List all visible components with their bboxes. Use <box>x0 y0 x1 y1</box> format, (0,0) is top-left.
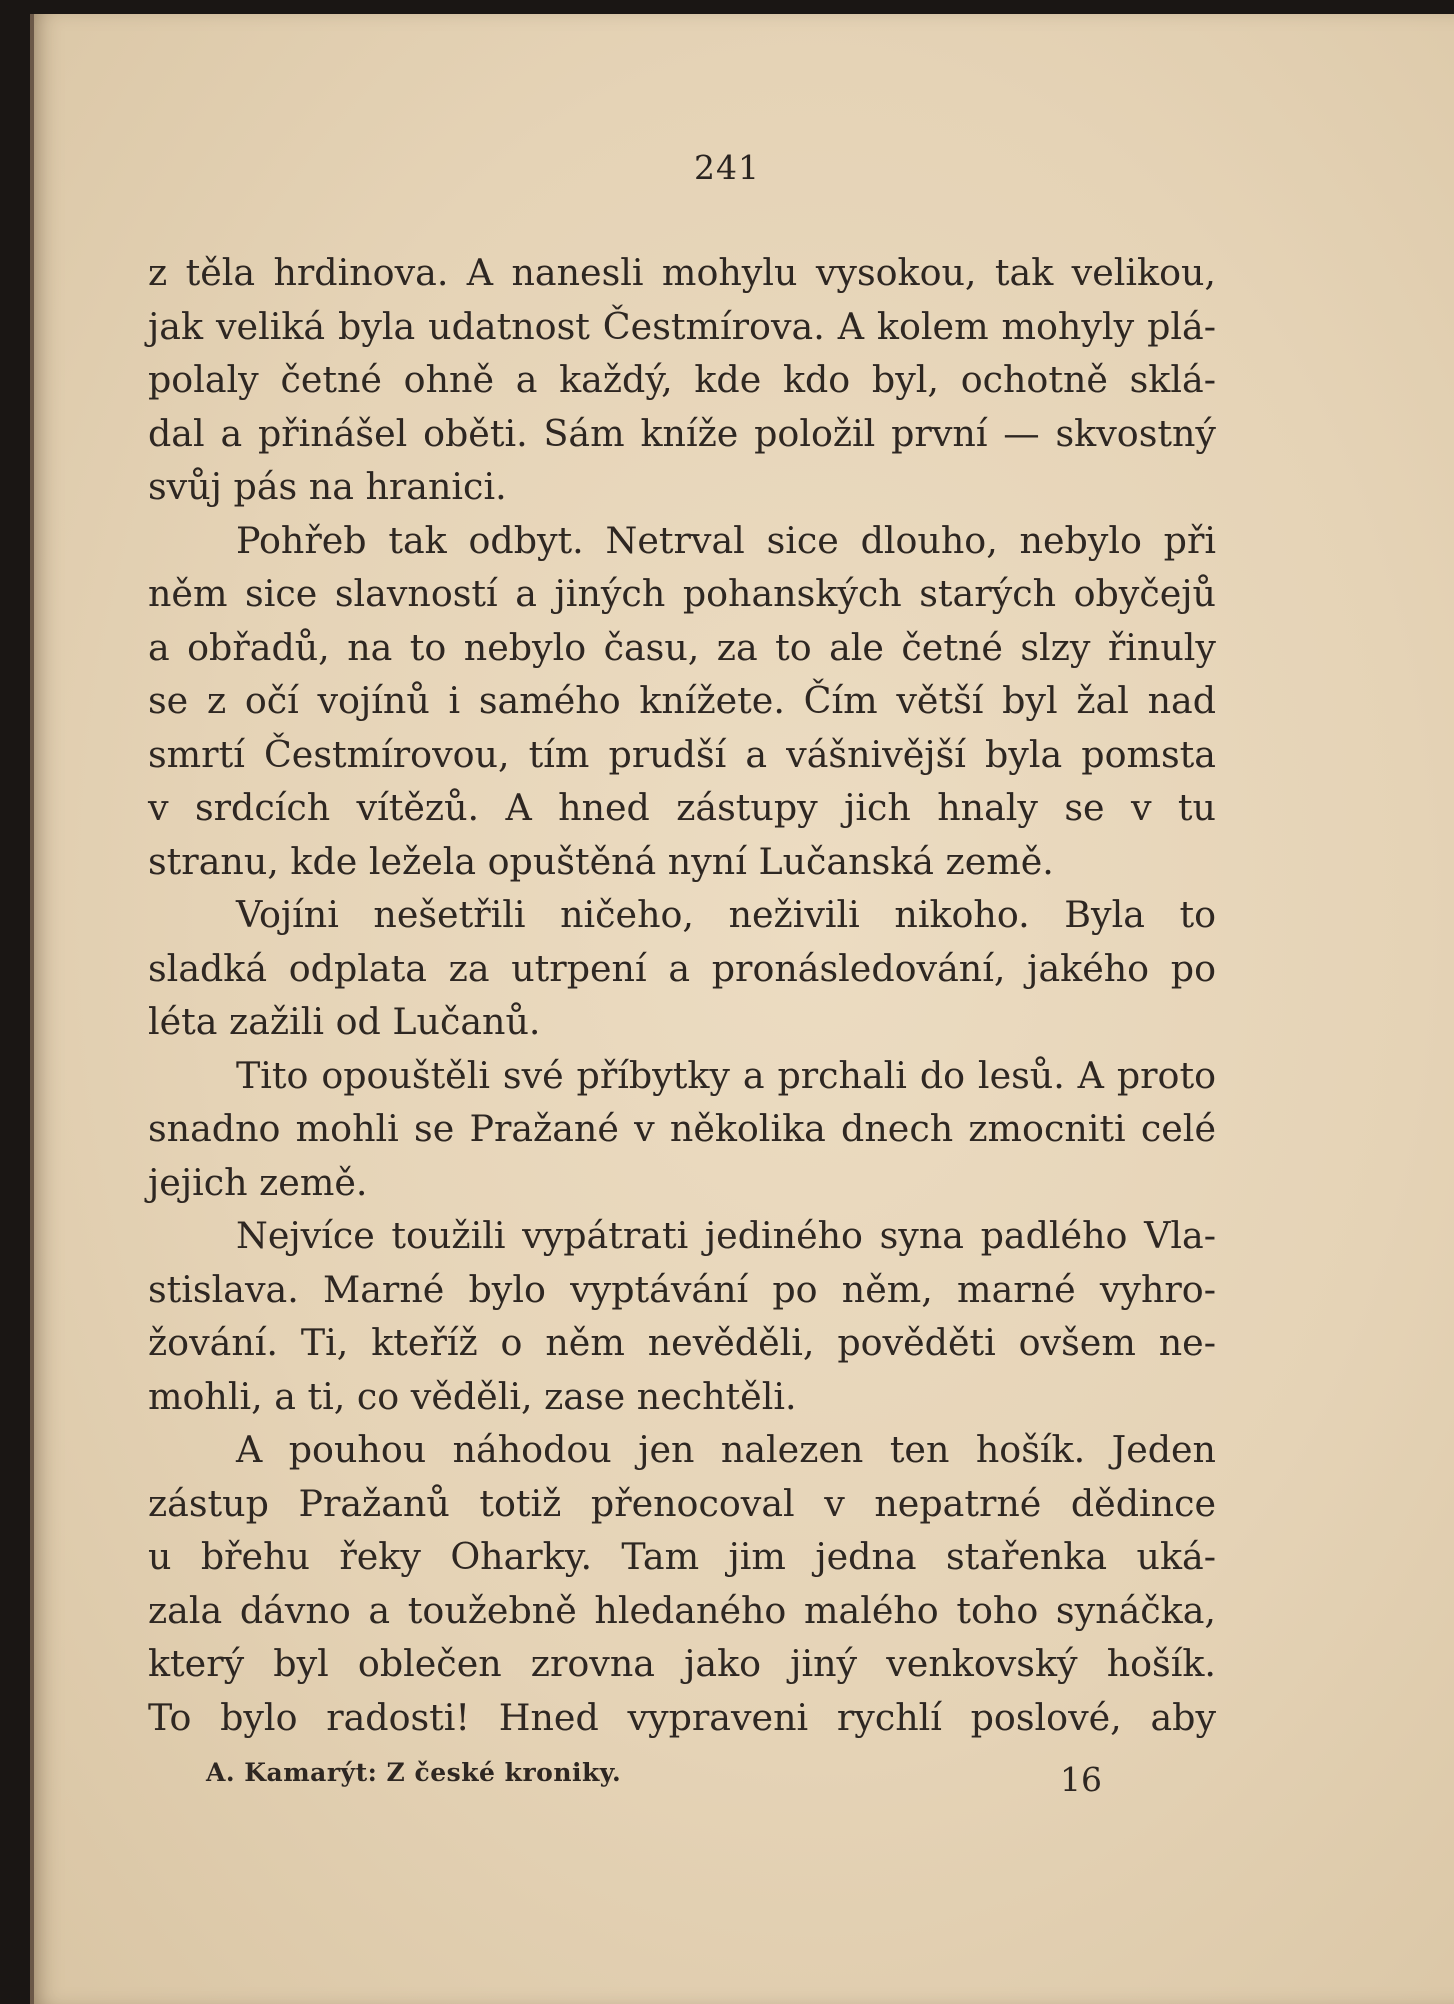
text-line: u břehu řeky Oharky. Tam jim jedna stařenka uká- <box>148 1535 1216 1578</box>
footer-signature: A. Kamarýt: Z české kroniky. <box>206 1758 622 1787</box>
text-line: svůj pás na hranici. <box>148 465 507 508</box>
text-line: něm sice slavností a jiných pohanských starých obyčejů <box>148 572 1216 615</box>
text-line: mohli, a ti, co věděli, zase nechtěli. <box>148 1374 797 1418</box>
paragraph-first-line: Tito opouštěli své příbytky a prchali do lesů. A proto <box>236 1053 1216 1097</box>
text-line: zástup Pražanů totiž přenocoval v nepatrné dědince <box>148 1481 1216 1525</box>
paragraph-first-line: A pouhou náhodou jen nalezen ten hošík. Jeden <box>236 1428 1216 1471</box>
text-line: stranu, kde ležela opuštěná nyní Lučanská země. <box>148 839 1054 883</box>
text-line: smrtí Čestmírovou, tím prudší a vášnivější byla pomsta <box>148 732 1216 776</box>
text-line: jak veliká byla udatnost Čestmírova. A kolem mohyly plá- <box>148 304 1216 348</box>
text-line: To bylo radosti! Hned vypraveni rychlí poslové, aby <box>148 1695 1216 1739</box>
text-line: se z očí vojínů i samého knížete. Čím větší byl žal nad <box>148 679 1216 722</box>
text-line: žování. Ti, kteříž o něm nevěděli, pověděti ovšem ne- <box>148 1321 1216 1364</box>
text-line: polaly četné ohně a každý, kde kdo byl, ochotně sklá- <box>148 358 1216 401</box>
paragraph-first-line: Vojíni nešetřili ničeho, neživili nikoho. Byla to <box>236 893 1216 936</box>
text-line: a obřadů, na to nebylo času, za to ale četné slzy řinuly <box>148 625 1216 669</box>
text-line: snadno mohli se Pražané v několika dnech zmocniti celé <box>148 1107 1216 1150</box>
text-line: v srdcích vítězů. A hned zástupy jich hnaly se v tu <box>148 786 1216 829</box>
text-line: stislava. Marné bylo vyptávání po něm, marné vyhro- <box>148 1267 1216 1311</box>
text-line: z těla hrdinova. A nanesli mohylu vysokou, tak velikou, <box>148 251 1216 294</box>
body-text <box>148 246 1216 1744</box>
paragraph-first-line: Pohřeb tak odbyt. Netrval sice dlouho, nebylo při <box>236 518 1216 562</box>
text-line: léta zažili od Lučanů. <box>148 1000 541 1043</box>
page-number: 241 <box>694 148 760 187</box>
text-line: jejich země. <box>148 1160 368 1204</box>
text-line: který byl oblečen zrovna jako jiný venkovský hošík. <box>148 1642 1216 1685</box>
paragraph-first-line: Nejvíce toužili vypátrati jediného syna padlého Vla- <box>236 1214 1216 1257</box>
signature-mark: 16 <box>1060 1760 1102 1799</box>
text-line: dal a přinášel oběti. Sám kníže položil první — skvostný <box>148 411 1216 455</box>
text-line: sladká odplata za utrpení a pronásledování, jakého po <box>148 946 1216 990</box>
book-spine-edge <box>30 14 34 2004</box>
text-line: zala dávno a toužebně hledaného malého toho synáčka, <box>148 1588 1216 1632</box>
